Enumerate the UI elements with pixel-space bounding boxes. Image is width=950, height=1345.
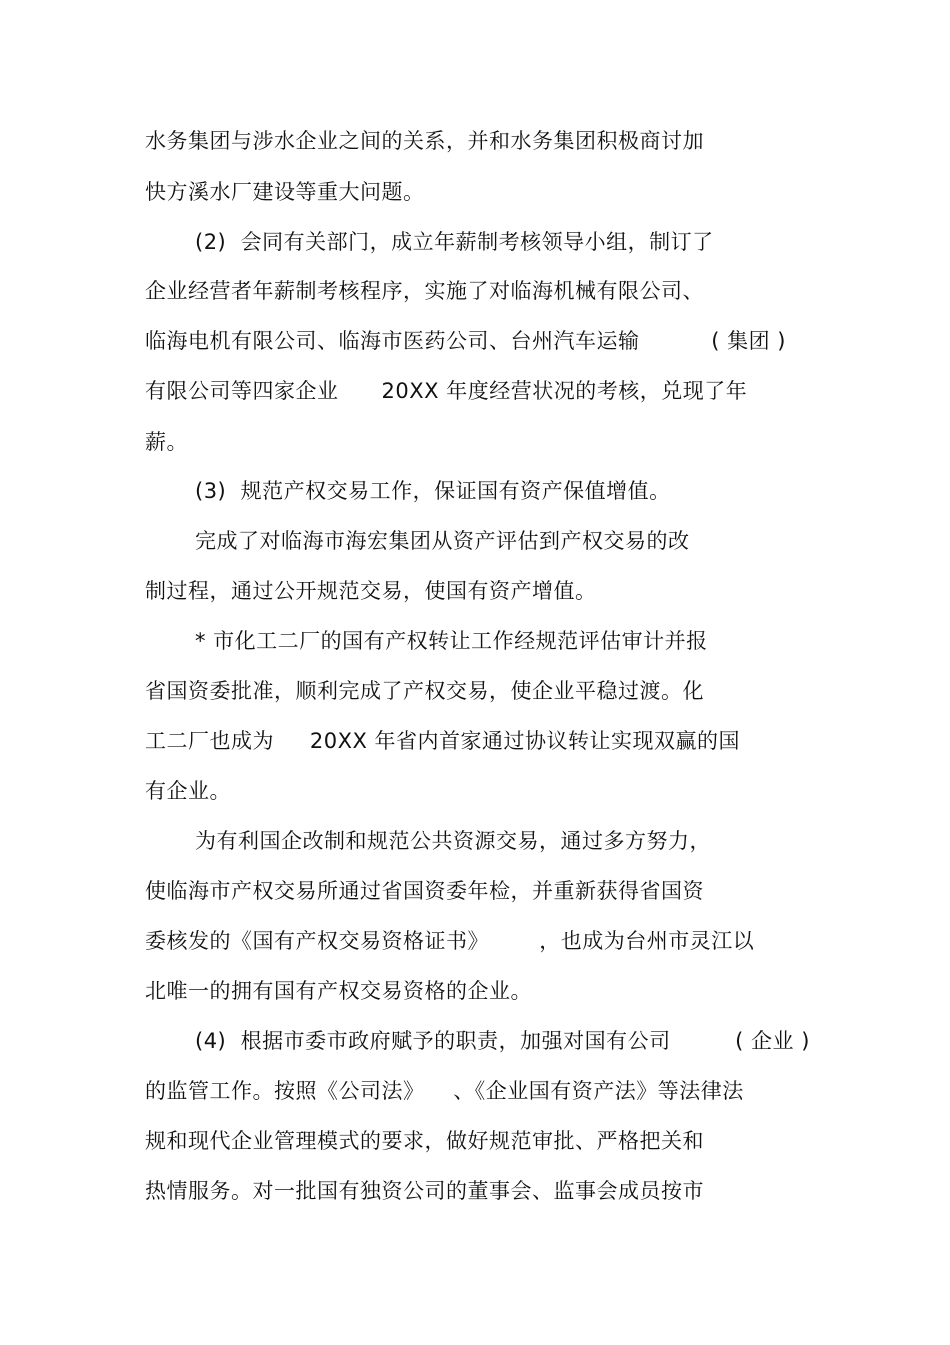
text-line: 工二厂也成为 20XX 年省内首家通过协议转让实现双赢的国 bbox=[145, 729, 741, 753]
text-line: 为有利国企改制和规范公共资源交易，通过多方努力， bbox=[195, 829, 711, 853]
text-line: 使临海市产权交易所通过省国资委年检，并重新获得省国资 bbox=[145, 879, 704, 903]
text-line: (4) 根据市委市政府赋予的职责，加强对国有公司 ( 企业 ) bbox=[195, 1029, 810, 1053]
text-line: 企业经营者年薪制考核程序，实施了对临海机械有限公司、 bbox=[145, 279, 704, 303]
text-line: 临海电机有限公司、临海市医药公司、台州汽车运输 ( 集团 ) bbox=[145, 329, 786, 353]
text-line: (2) 会同有关部门，成立年薪制考核领导小组，制订了 bbox=[195, 230, 714, 254]
text-line: 北唯一的拥有国有产权交易资格的企业。 bbox=[145, 979, 532, 1003]
text-line: (3) 规范产权交易工作，保证国有资产保值增值。 bbox=[195, 479, 671, 503]
text-line: 委核发的《国有产权交易资格证书》 ，也成为台州市灵江以 bbox=[145, 929, 755, 953]
text-line: 热情服务。对一批国有独资公司的董事会、监事会成员按市 bbox=[145, 1179, 704, 1203]
text-line: 有企业。 bbox=[145, 779, 231, 803]
text-line: 制过程，通过公开规范交易，使国有资产增值。 bbox=[145, 579, 597, 603]
text-line: 完成了对临海市海宏集团从资产评估到产权交易的改 bbox=[195, 529, 690, 553]
text-line: * 市化工二厂的国有产权转让工作经规范评估审计并报 bbox=[195, 629, 708, 653]
text-line: 薪。 bbox=[145, 430, 188, 454]
text-line: 的监管工作。按照《公司法》 、《企业国有资产法》等法律法 bbox=[145, 1079, 744, 1103]
text-line: 省国资委批准，顺利完成了产权交易，使企业平稳过渡。化 bbox=[145, 679, 704, 703]
text-line: 规和现代企业管理模式的要求，做好规范审批、严格把关和 bbox=[145, 1129, 704, 1153]
text-line: 水务集团与涉水企业之间的关系，并和水务集团积极商讨加 bbox=[145, 129, 704, 153]
text-line: 有限公司等四家企业 20XX 年度经营状况的考核，兑现了年 bbox=[145, 379, 748, 403]
text-line: 快方溪水厂建设等重大问题。 bbox=[145, 180, 425, 204]
